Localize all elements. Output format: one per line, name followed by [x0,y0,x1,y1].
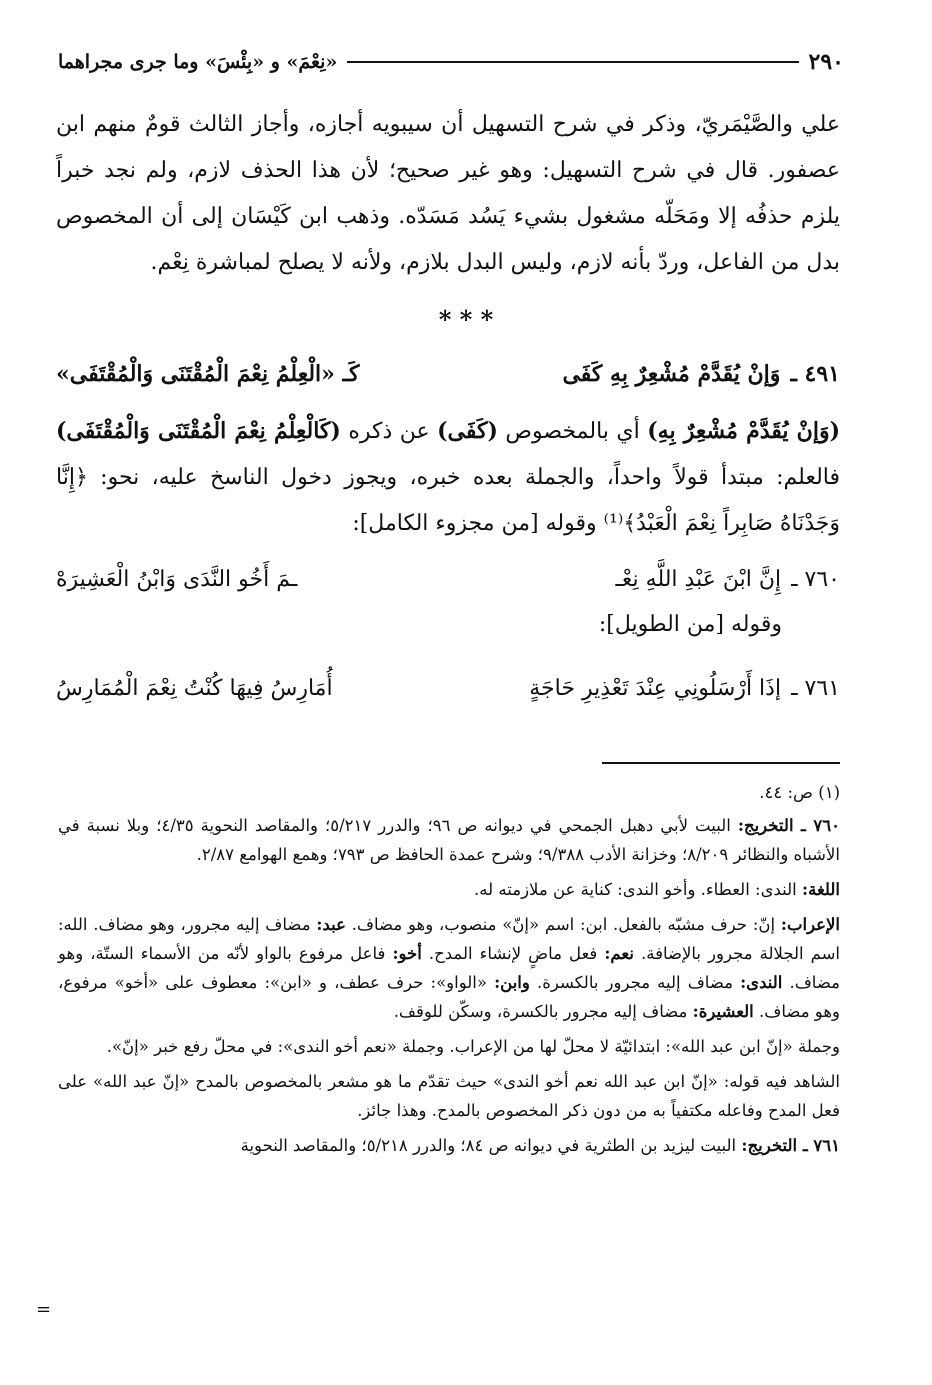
header-rule [347,61,798,63]
irab-text: مضاف إليه مجرور، وهو مضاف. الله: اسم الجلالة مجرور بالإضافة. [58,915,840,963]
irab-text: مضاف إليه مجرور بالكسرة، وسكّن للوقف. [393,1002,693,1021]
explanation-paragraph [56,408,840,547]
footnote-rule [602,762,840,764]
irab-text: مضاف إليه مجرور بالكسرة. [529,973,741,992]
meter-intro: وقوله [من الطويل]: [598,612,782,637]
verse-761 [56,664,840,712]
takhrij-label: ٧٦٠ ـ التخريج: [737,816,840,835]
verse-hemistich-second: كَـ «الْعِلْمُ نِعْمَ الْمُقْتَنَى وَالْمُقْتَفَى» [56,361,360,387]
explanation-quote: (وَإنْ يُقَدَّمْ مُشْعِرٌ بِهِ) [647,418,840,444]
section-separator: * * * [438,305,494,334]
footnote-1: (١) ص: ٤٤. [759,783,840,802]
irab-text: «الواو»: حرف عطف، و «ابن»: معطوف على «أخو» مرفوع، وهو مضاف. [58,973,840,1021]
explanation-example: (كَالْعِلْمُ نِعْمَ الْمُقْتَنَى وَالْمُقْتَفَى) [56,418,341,444]
page-number: ٢٩٠ [808,49,844,75]
takhrij-label: ٧٦١ ـ التخريج: [741,1136,840,1155]
irab-term: العشيرة: [692,1002,754,1021]
footnote-irab [58,910,840,1026]
explanation-text: أي بالمخصوص [497,419,648,444]
verse-hemistich-first: إِنَّ ابْنَ عَبْدِ اللَّهِ نِعْـ [615,566,782,592]
irab-term: وابن: [494,973,530,992]
footnote-takhrij-761 [58,1131,840,1160]
verse-hemistich-second: ـمَ أَخُو النَّدَى وَابْنُ الْعَشِيرَهْ [56,566,298,592]
verse-number: ٤٩١ ـ [790,361,840,387]
explanation-text: عن ذكره [340,419,438,444]
irab-text: فاعل مرفوع بالواو لأنّه من الأسماء الستّة، وهو مضاف. [58,944,840,992]
continuation-mark: = [36,1299,52,1320]
footnote-jumla: وجملة «إنّ ابن عبد الله»: ابتدائيّة لا محلّ لها من الإعراب. وجملة «نعم أخو الندى»: في محلّ رفع خبر «إنّ». [106,1037,840,1056]
verse-number: ٧٦١ ـ [791,675,840,701]
irab-term: الندى: [740,973,783,992]
verse-hemistich-first: إذَا أَرْسَلُونِي عِنْدَ تَعْذِيرِ حَاجَةٍ [529,675,782,701]
irab-term: أخو: [392,944,422,963]
explanation-text: فالعلم: مبتدأ قولاً واحداً، والجملة بعده خبره، ويجوز دخول الناسخ عليه، نحو: ﴿إِنَّا وَجَدْنَاهُ صَابِراً نِعْمَ الْعَبْدُ﴾⁽¹⁾ وقوله [من مجزوء الكامل]: [56,465,840,536]
irab-label: الإعراب: [780,915,841,934]
verse-hemistich-first: وَإنْ يُقَدَّمْ مُشْعِرٌ بِهِ كَفَى [562,361,781,387]
irab-term: نعم: [604,944,634,963]
lugha-text: الندى: العطاء. وأخو الندى: كناية عن ملازمته له. [474,880,803,899]
main-paragraph: علي والصَّيْمَريّ، وذكر في شرح التسهيل أن سيبويه أجازه، وأجاز الثالث قومٌ منهم ابن عصفور. قال في شرح التسهيل: وهو غير صحيح؛ لأن هذا الحذف لازم، ولم نجد خبراً يلزم حذفُه إلا ومَحَلّه مشغول بشيء يَسُد مَسَدّه. وذهب ابن كَيْسَان إلى أن المخصوص بدل من الفاعل، وردّ بأنه لازم، وليس البدل بلازم، ولأنه لا يصلح لمباشرة نِعْم. [56,112,840,275]
footnote-takhrij-760 [58,811,840,869]
verse-hemistich-second: أُمَارِسُ فِيهَا كُنْتُ نِعْمَ الْمُمَارِسُ [56,675,333,701]
irab-text: إنّ: حرف مشبّه بالفعل. ابن: اسم «إنّ» منصوب، وهو مضاف. [345,915,781,934]
verse-491 [56,350,840,398]
irab-term: عبد: [316,915,346,934]
running-title: «نِعْمَ» و «بِئْسَ» وما جرى مجراهما [58,51,338,73]
footnote-lugha [58,875,840,904]
explanation-kafa: (كَفَى) [437,418,498,444]
takhrij-text: البيت ليزيد بن الطثرية في ديوانه ص ٨٤؛ والدرر ٥/٢١٨؛ والمقاصد النحوية [240,1136,742,1155]
takhrij-text: البيت لأبي دهبل الجمحي في ديوانه ص ٩٦؛ والدرر ٥/٢١٧؛ والمقاصد النحوية ٤/٣٥؛ وبلا نسبة في الأشباه والنظائر ٨/٢٠٩؛ وخزانة الأدب ٩/٣٨٨؛ وشرح عمدة الحافظ ص ٧٩٣؛ وهمع الهوامع ٢/٨٧. [58,816,840,864]
verse-760 [56,555,840,603]
lugha-label: اللغة: [802,880,840,899]
footnotes [58,778,840,1164]
irab-text: فعل ماضٍ لإنشاء المدح. [421,944,605,963]
footnote-shahid: الشاهد فيه قوله: «إنّ ابن عبد الله نعم أخو الندى» حيث تقدّم ما هو مشعر بالمخصوص بالمدح «إنّ عبد الله» على فعل المدح وفاعله مكتفياً به من دون ذكر المخصوص بالمدح. وهذا جائز. [58,1072,840,1120]
verse-number: ٧٦٠ ـ [791,566,840,592]
page-header [58,40,844,84]
